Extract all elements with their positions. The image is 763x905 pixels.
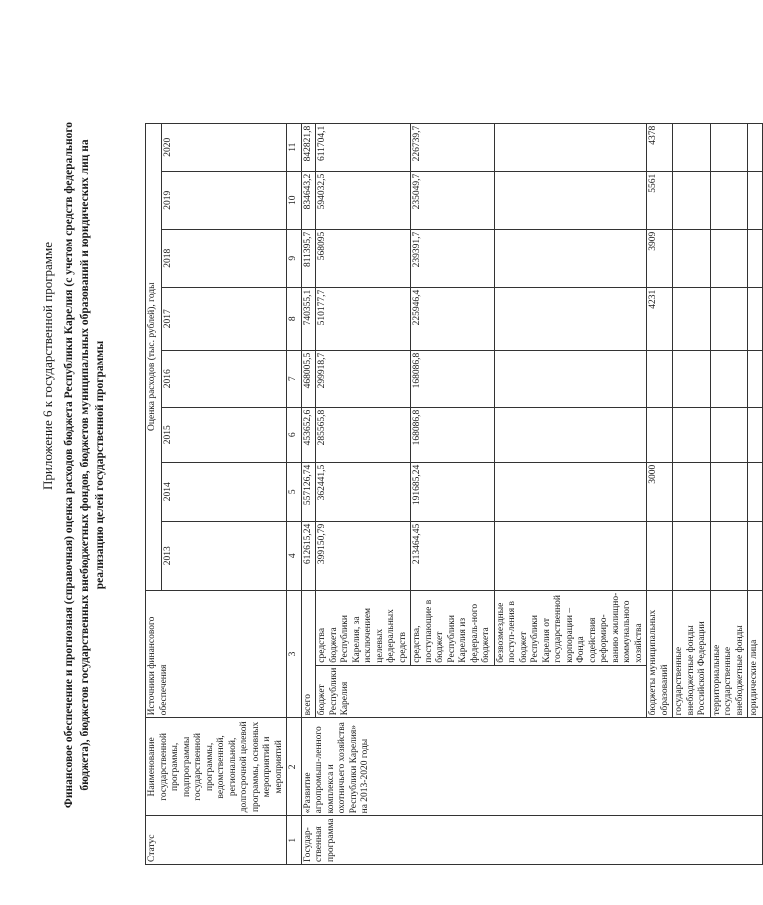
value-cell: 510177,7 [316,287,411,350]
value-cell [710,462,748,521]
value-cell: 285565,8 [316,407,411,462]
value-cell [494,350,647,407]
value-cell: 362441,5 [316,462,411,521]
header-sources: Источники финансового обеспечения [146,590,287,718]
col-number-2: 2 [287,718,302,816]
value-cell [494,171,647,229]
value-cell [647,407,673,462]
header-year-2016: 2016 [162,350,287,407]
value-cell [748,287,763,350]
value-cell: 239391,7 [411,229,495,287]
value-cell: 225946,4 [411,287,495,350]
source-municipal: бюджеты муниципальных образований [647,590,673,718]
title-line-2: бюджета), бюджетов государственных внебюджетных фондов, бюджетов муниципальных образований и юридических лиц на [78,139,91,791]
header-year-2013: 2013 [162,521,287,590]
value-cell [710,123,748,171]
document-title [62,65,109,865]
value-cell [673,521,711,590]
value-cell: 168086,8 [411,350,495,407]
program-name-cell: «Развитие агропромыш-ленного комплекса и охотничьего хозяйства Республики Карелия» на 2013-2020 годы [301,718,762,816]
value-cell: 399150,79 [316,521,411,590]
value-cell: 557126,74 [301,462,316,521]
status-cell: Государ-ственная программа [301,816,762,865]
value-cell: 611704,1 [316,123,411,171]
header-year-2018: 2018 [162,229,287,287]
value-cell [748,350,763,407]
value-cell [710,171,748,229]
title-line-3: реализацию целей государственной программы [94,340,106,590]
value-cell [673,287,711,350]
appendix-title: Приложение 6 к государственной программе [40,241,55,490]
value-cell [748,521,763,590]
source-budget-rk: бюджет Республики Карелия [316,665,647,718]
value-cell [673,462,711,521]
value-cell: 842821,8 [301,123,316,171]
value-cell [673,407,711,462]
header-year-2020: 2020 [162,123,287,171]
value-cell [647,521,673,590]
value-cell: 811395,7 [301,229,316,287]
value-cell: 226739,7 [411,123,495,171]
table-row-total [301,123,316,864]
source-territorial-funds: территориальные государственные внебюджетные фонды [710,590,748,718]
value-cell [494,123,647,171]
value-cell: 468005,5 [301,350,316,407]
value-cell [673,350,711,407]
value-cell: 299918,7 [316,350,411,407]
header-year-2014: 2014 [162,462,287,521]
value-cell: 453652,6 [301,407,316,462]
value-cell [494,407,647,462]
value-cell [710,229,748,287]
value-cell [673,229,711,287]
header-year-2019: 2019 [162,171,287,229]
col-number-7: 7 [287,350,302,407]
col-number-5: 5 [287,462,302,521]
value-cell: 3000 [647,462,673,521]
value-cell [673,171,711,229]
header-status: Статус [146,816,287,865]
value-cell [748,229,763,287]
source-budget-own: средства бюджета Республики Карелия, за исключением целевых федеральных средств [316,590,411,665]
value-cell [647,350,673,407]
header-year-2015: 2015 [162,407,287,462]
value-cell [748,407,763,462]
value-cell: 4378 [647,123,673,171]
value-cell [710,407,748,462]
title-line-1: Финансовое обеспечение и прогнозная (справочная) оценка расходов бюджета Республики Карелия (с учетом средств федерального [63,121,75,809]
finance-table [145,123,763,865]
value-cell: 740355,1 [301,287,316,350]
source-budget-fund: безвозмездные поступ-ления в бюджет Республики Карелия от государственной корпорации – Фонда содействия реформиро-ванию жилищно-коммунального хозяйства [494,590,647,665]
col-number-9: 9 [287,229,302,287]
col-number-1: 1 [287,816,302,865]
value-cell [673,123,711,171]
value-cell: 612615,24 [301,521,316,590]
col-number-10: 10 [287,171,302,229]
col-number-11: 11 [287,123,302,171]
header-year-2017: 2017 [162,287,287,350]
col-number-8: 8 [287,287,302,350]
value-cell: 4231 [647,287,673,350]
source-legal: юридические лица [748,590,763,718]
value-cell [494,462,647,521]
value-cell: 5561 [647,171,673,229]
header-name: Наименование государственной программы, подпрограммы государственной программы, ведомственной, региональной, долгосрочной целевой программы, основных мероприятий и мероприятий [146,718,287,816]
source-budget-federal: средства, поступающие в бюджет Республики Карелия из федераль-ного бюджета [411,590,495,665]
col-number-6: 6 [287,407,302,462]
value-cell: 834643,2 [301,171,316,229]
value-cell [748,462,763,521]
value-cell [494,287,647,350]
value-cell [748,171,763,229]
col-number-4: 4 [287,521,302,590]
source-state-funds: государственные внебюджетные фонды Российской Федерации [673,590,711,718]
value-cell [494,229,647,287]
value-cell: 235049,7 [411,171,495,229]
col-number-3: 3 [287,590,302,718]
value-cell: 3909 [647,229,673,287]
value-cell [710,287,748,350]
value-cell: 213464,45 [411,521,495,590]
value-cell [710,350,748,407]
value-cell: 594032,5 [316,171,411,229]
value-cell [494,521,647,590]
value-cell [748,123,763,171]
source-total: всего [301,590,316,718]
value-cell: 568095 [316,229,411,287]
header-estimate: Оценка расходов (тыс. рублей), годы [146,123,162,590]
value-cell: 191685,24 [411,462,495,521]
value-cell: 168086,8 [411,407,495,462]
value-cell [710,521,748,590]
